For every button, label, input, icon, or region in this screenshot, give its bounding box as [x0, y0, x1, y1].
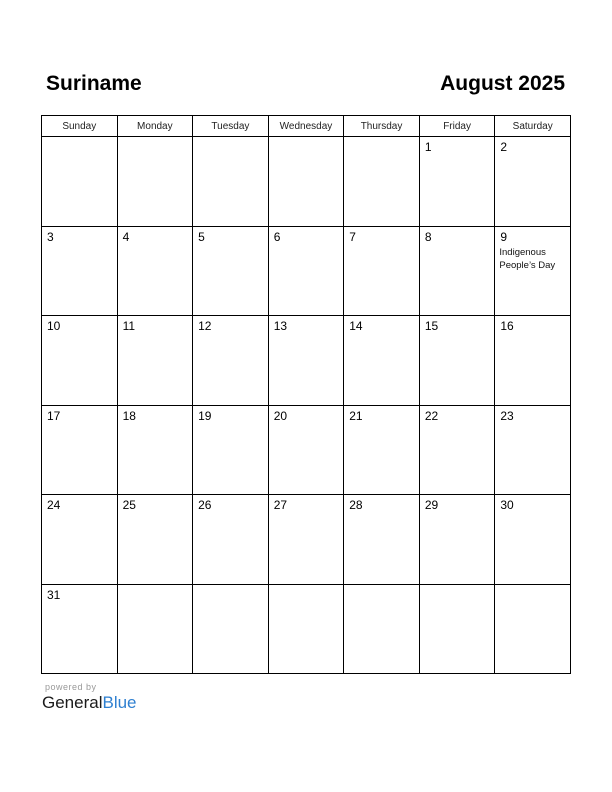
day-number: 15: [424, 319, 439, 333]
day-cell: [495, 226, 571, 316]
day-cell: [419, 226, 495, 316]
month-title: August 2025: [440, 72, 565, 95]
day-number: 22: [424, 408, 439, 423]
brand-blue: Blue: [102, 693, 137, 712]
day-cell: [42, 226, 118, 316]
day-cell: [419, 316, 495, 406]
day-cell: [495, 137, 571, 227]
day-number: 6: [273, 229, 281, 244]
brand-general: General: [42, 693, 103, 712]
day-cell: [268, 316, 344, 406]
day-number: 19: [198, 408, 212, 423]
empty-day-cell: [268, 137, 344, 227]
weekday-wednesday: Wednesday: [268, 116, 344, 137]
day-cell: [344, 495, 420, 585]
weekday-monday: Monday: [117, 116, 193, 137]
country-title: Suriname: [46, 72, 142, 95]
weekday-tuesday: Tuesday: [193, 116, 269, 137]
day-cell: [419, 495, 495, 585]
day-number: 26: [198, 498, 212, 512]
day-number: 9: [500, 229, 508, 244]
weekday-sunday: Sunday: [42, 116, 118, 137]
day-number: 5: [198, 229, 205, 244]
day-number: 24: [47, 498, 61, 512]
day-cell: [42, 316, 118, 406]
day-cell: [268, 226, 344, 316]
day-number: 17: [47, 408, 61, 423]
weekday-friday: Friday: [419, 116, 495, 137]
empty-day-cell: [344, 137, 420, 227]
empty-day-cell: [344, 584, 420, 674]
day-cell: [193, 316, 269, 406]
day-cell: [117, 495, 193, 585]
day-cell: [344, 316, 420, 406]
footer-branding: [42, 682, 137, 713]
day-number: 1: [424, 140, 432, 154]
day-cell: [117, 405, 193, 495]
day-number: 20: [273, 408, 288, 423]
day-cell: [495, 316, 571, 406]
day-cell: [42, 405, 118, 495]
day-number: 4: [122, 229, 130, 244]
empty-day-cell: [117, 137, 193, 227]
day-number: 18: [122, 408, 136, 423]
weekday-thursday: Thursday: [344, 116, 420, 137]
day-cell: [193, 226, 269, 316]
week-row: [42, 137, 571, 227]
day-number: 13: [273, 319, 288, 333]
day-number: 25: [122, 498, 136, 512]
day-number: 28: [349, 498, 363, 512]
week-row: [42, 405, 571, 495]
empty-day-cell: [495, 584, 571, 674]
day-number: 14: [349, 319, 363, 333]
day-number: 11: [122, 319, 136, 333]
day-cell: [268, 495, 344, 585]
week-row: [42, 316, 571, 406]
empty-day-cell: [419, 584, 495, 674]
empty-day-cell: [42, 137, 118, 227]
empty-day-cell: [268, 584, 344, 674]
empty-day-cell: [117, 584, 193, 674]
brand-logo: [42, 693, 137, 713]
holiday-label: Indigenous People’s Day: [499, 246, 556, 271]
day-cell: [42, 495, 118, 585]
day-number: 7: [349, 229, 356, 244]
week-row: [42, 584, 571, 674]
day-cell: [495, 495, 571, 585]
day-cell: [344, 226, 420, 316]
calendar-grid: [41, 115, 571, 674]
day-cell: [268, 405, 344, 495]
day-cell: [419, 405, 495, 495]
day-number: 10: [47, 319, 61, 333]
day-cell: [117, 316, 193, 406]
day-number: 23: [500, 408, 514, 423]
day-number: 27: [273, 498, 288, 512]
day-number: 2: [500, 140, 508, 154]
weekday-header-row: [42, 116, 571, 137]
day-number: 30: [500, 498, 514, 512]
day-number: 8: [424, 229, 432, 244]
day-number: 12: [198, 319, 212, 333]
week-row: [42, 495, 571, 585]
day-number: 31: [47, 587, 61, 602]
day-cell: [419, 137, 495, 227]
empty-day-cell: [193, 137, 269, 227]
day-number: 29: [424, 498, 439, 512]
day-cell: [42, 584, 118, 674]
day-cell: [495, 405, 571, 495]
day-cell: [344, 405, 420, 495]
day-cell: [193, 495, 269, 585]
powered-by-text: powered by: [45, 682, 97, 692]
day-number: 21: [349, 408, 363, 423]
week-row: [42, 226, 571, 316]
empty-day-cell: [193, 584, 269, 674]
day-number: 16: [500, 319, 514, 333]
weekday-saturday: Saturday: [495, 116, 571, 137]
day-number: 3: [47, 229, 54, 244]
day-cell: [193, 405, 269, 495]
day-cell: [117, 226, 193, 316]
